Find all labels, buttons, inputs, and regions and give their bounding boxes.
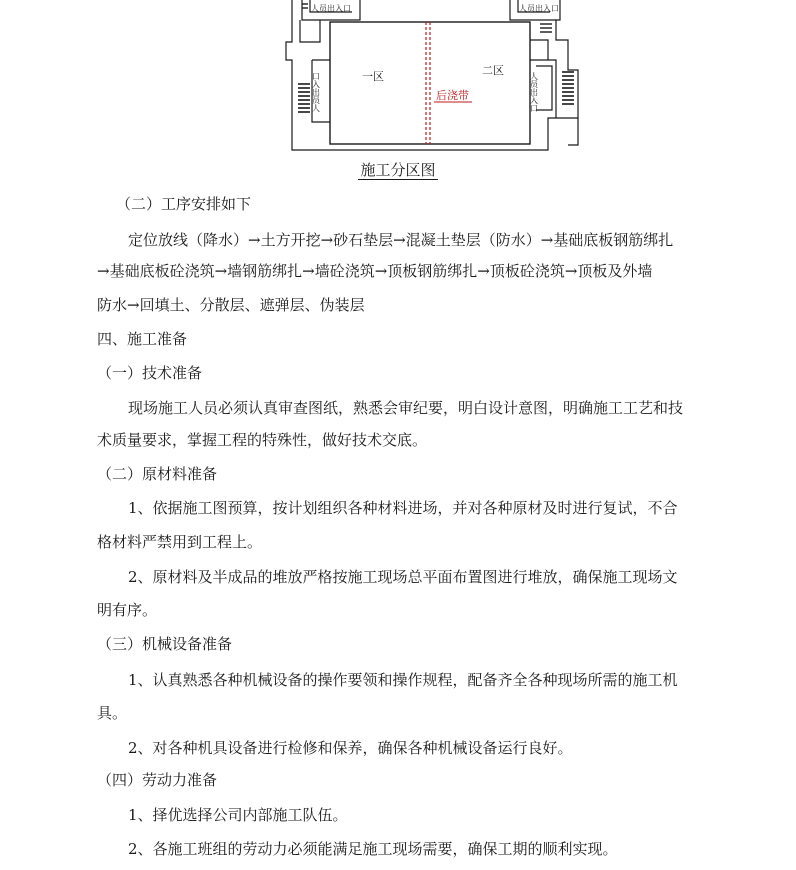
chapter-4-heading: 四、施工准备: [97, 330, 188, 348]
equipment-item-1-line-2: 具。: [97, 704, 128, 722]
post-pour-band: [426, 22, 472, 144]
figure-caption-text: 施工分区图: [360, 161, 436, 179]
zone2-label: 二区: [482, 64, 504, 77]
material-item-1-line-2: 格材料严禁用到工程上。: [97, 533, 263, 551]
material-item-2-line-2: 明有序。: [97, 601, 158, 619]
material-item-2-line-1: 2、原材料及半成品的堆放严格按施工现场总平面布置图进行堆放，确保施工现场文: [128, 568, 678, 586]
zone1-label: 一区: [362, 70, 384, 83]
section-2-heading: （二）工序安排如下: [116, 195, 252, 213]
process-line-3: 防水→回填土、分散层、遮弹层、伪装层: [97, 296, 365, 314]
right-entrance-label: 人员出入口: [529, 72, 539, 112]
zoning-plan-figure: [0, 0, 796, 160]
left-entrance-label: 口入出员人: [311, 72, 321, 112]
labor-prep-heading: （四）劳动力准备: [97, 771, 218, 789]
figure-caption: [0, 160, 796, 180]
equipment-item-1-line-1: 1、认真熟悉各种机械设备的操作要领和操作规程，配备齐全各种现场所需的施工机: [128, 671, 678, 689]
process-line-1: 定位放线（降水）→土方开挖→砂石垫层→混凝土垫层（防水）→基础底板钢筋绑扎: [128, 231, 674, 249]
material-item-1-line-1: 1、依据施工图预算，按计划组织各种材料进场，并对各种原材及时进行复试，不合: [128, 499, 678, 517]
labor-item-2: 2、各施工班组的劳动力必须能满足施工现场需要，确保工期的顺利实现。: [128, 840, 618, 858]
top-right-entrance-label: 人员出入口: [519, 4, 559, 13]
top-left-entrance-label: 人员出入口: [311, 4, 351, 13]
band-label: 后浇带: [436, 89, 469, 102]
equipment-prep-heading: （三）机械设备准备: [97, 635, 233, 653]
equipment-item-2: 2、对各种机具设备进行检修和保养，确保各种机械设备运行良好。: [128, 739, 573, 757]
tech-prep-line-1: 现场施工人员必须认真审查图纸，熟悉会审纪要，明白设计意图，明确施工工艺和技: [128, 399, 684, 417]
material-prep-heading: （二）原材料准备: [97, 465, 218, 483]
process-line-2: →基础底板砼浇筑→墙钢筋绑扎→墙砼浇筑→顶板钢筋绑扎→顶板砼浇筑→顶板及外墙: [97, 262, 653, 280]
tech-prep-line-2: 术质量要求，掌握工程的特殊性，做好技术交底。: [97, 431, 428, 449]
labor-item-1: 1、择优选择公司内部施工队伍。: [128, 806, 348, 824]
tech-prep-heading: （一）技术准备: [97, 364, 203, 382]
